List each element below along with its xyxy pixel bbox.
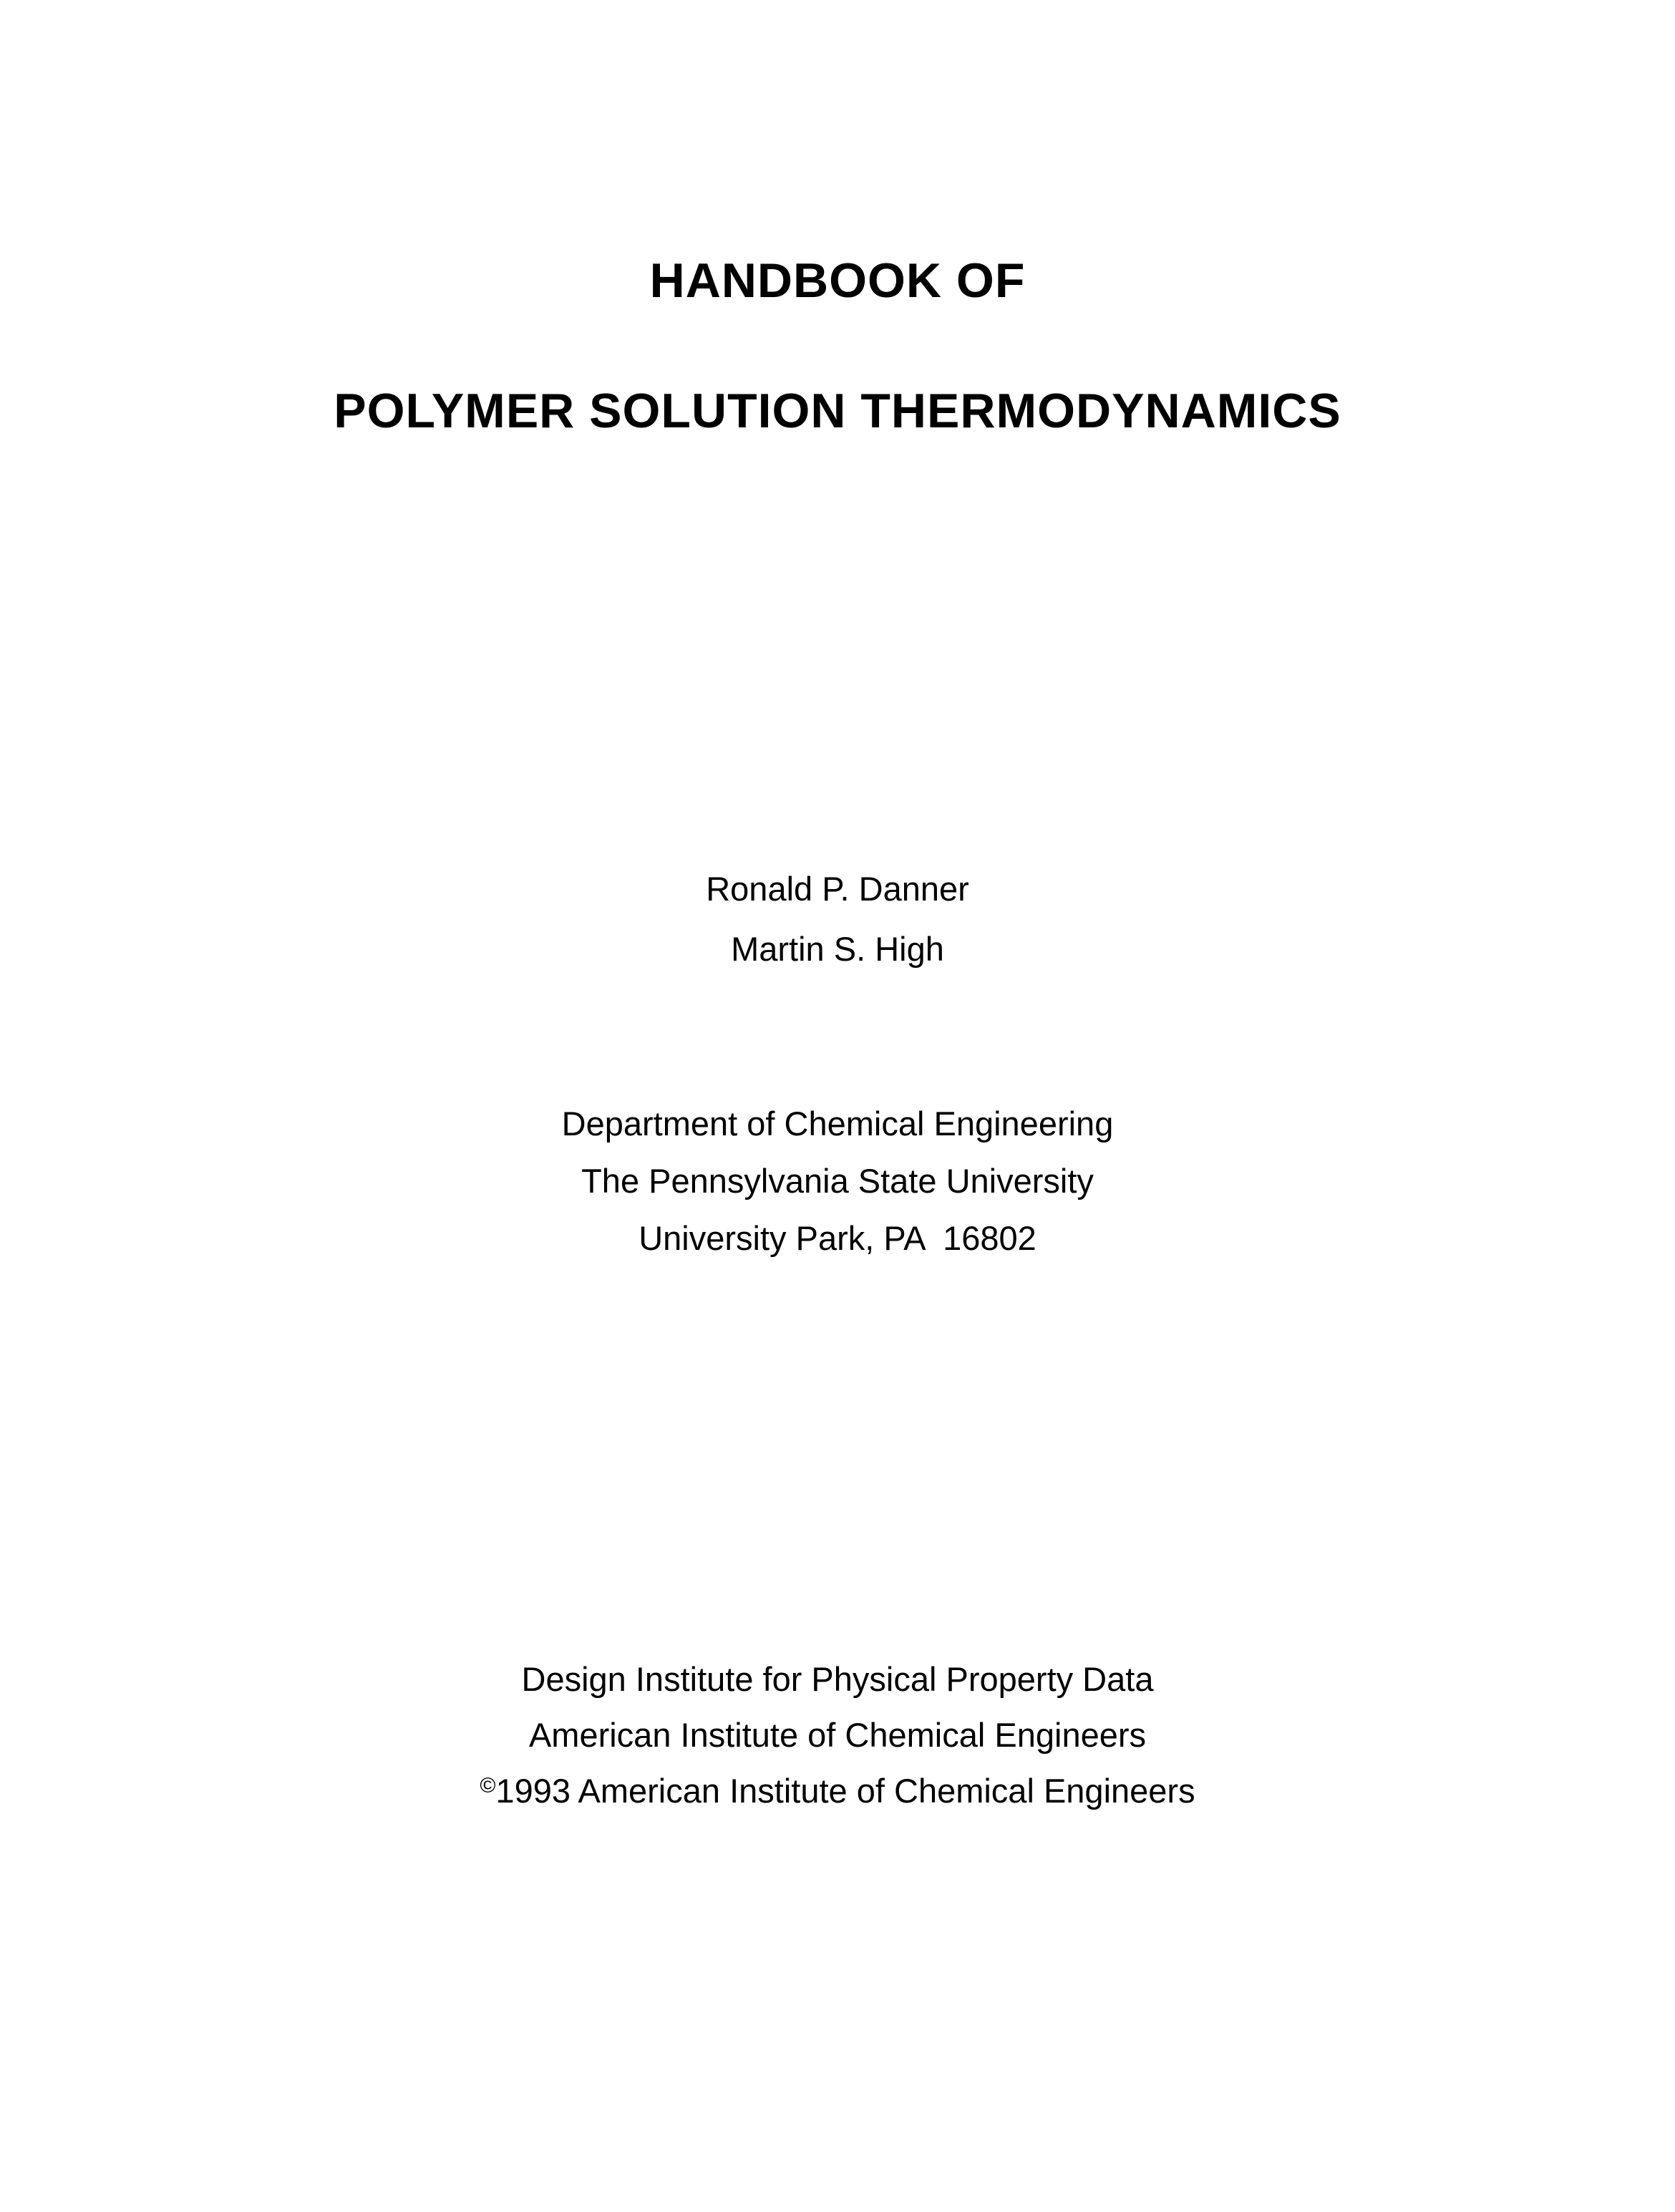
affiliation-address: [0, 1221, 1675, 1255]
copyright-symbol: ©: [480, 1774, 496, 1798]
book-title-line-2: POLYMER SOLUTION THERMODYNAMICS: [334, 384, 1341, 438]
author-name: Martin S. High: [731, 930, 944, 968]
publisher-organization: American Institute of Chemical Engineers: [528, 1716, 1147, 1754]
affiliation-university: The Pennsylvania State University: [581, 1162, 1094, 1200]
author-name: Ronald P. Danner: [706, 870, 969, 908]
copyright-text: 1993 American Institute of Chemical Engineers: [495, 1772, 1195, 1810]
book-title-line-1: HANDBOOK OF: [649, 253, 1026, 308]
copyright-notice: [0, 1774, 1675, 1808]
publisher-institute: Design Institute for Physical Property Data: [521, 1660, 1154, 1698]
affiliation-department: Department of Chemical Engineering: [561, 1105, 1114, 1143]
address-text: University Park, PA 16802: [639, 1219, 1036, 1257]
